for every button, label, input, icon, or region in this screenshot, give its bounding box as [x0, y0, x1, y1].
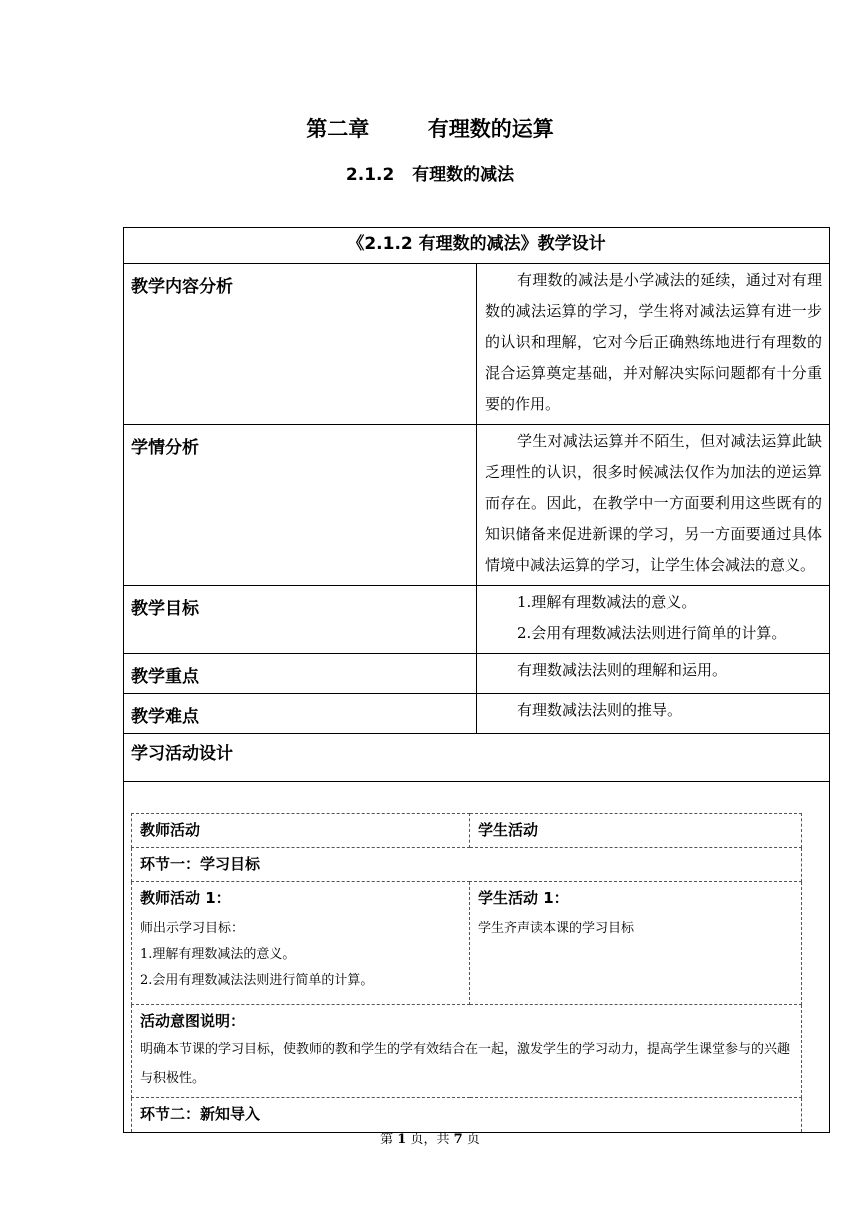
- teacher-activity-cell: [132, 882, 470, 1005]
- difficulty-label: 教学难点: [124, 694, 477, 734]
- content-analysis-label: 教学内容分析: [124, 264, 477, 425]
- student-activity-line: 学生齐声读本课的学习目标: [478, 921, 635, 936]
- section-title: 2.1.2 有理数的减法: [345, 165, 515, 185]
- student-analysis-paragraph: 学生对减法运算并不陌生，但对减法运算此缺乏理性的认识，很多时候减法仅作为加法的逆运算而存在。因此，在教学中一方面要利用这些既有的知识储备来促进新课的学习，另一方面要通过具体情境中减法运算的学习，让学生体会减法的意义。: [485, 432, 822, 574]
- teaching-goals-label: 教学目标: [124, 586, 477, 654]
- teacher-activity-title: 教师活动 1：: [140, 889, 231, 907]
- footer-suffix: 页: [466, 1132, 480, 1147]
- teacher-activity-column-header: 教师活动: [132, 814, 470, 848]
- page-footer: [0, 1128, 860, 1147]
- design-title: 《2.1.2 有理数的减法》教学设计: [124, 228, 830, 264]
- student-analysis-label: 学情分析: [124, 425, 477, 586]
- footer-prefix: 第: [380, 1132, 394, 1147]
- goal-item: 2.会用有理数减法法则进行简单的计算。: [517, 624, 787, 642]
- content-analysis-text: [477, 264, 830, 425]
- student-activity-column-header: 学生活动: [470, 814, 802, 848]
- teacher-activity-line: 师出示学习目标：: [140, 921, 245, 936]
- student-activity-title: 学生活动 1：: [478, 889, 569, 907]
- student-activity-cell: [470, 882, 802, 1005]
- difficulty-text: 有理数减法法则的推导。: [517, 701, 683, 719]
- activity-table: [131, 813, 802, 1132]
- difficulty-content: [477, 694, 830, 734]
- key-point-label: 教学重点: [124, 654, 477, 694]
- goal-item: 1.理解有理数减法的意义。: [517, 593, 697, 611]
- chapter-title: 第二章 有理数的运算: [306, 117, 554, 141]
- key-point-text: 有理数减法法则的理解和运用。: [517, 661, 728, 679]
- footer-page-number: 1: [397, 1132, 407, 1147]
- activity-intent-text: 明确本节课的学习目标，使教师的教和学生的学有效结合在一起，激发学生的学习动力，提高学生课堂参与的兴趣与积极性。: [140, 1042, 791, 1086]
- activity-intent-cell: [132, 1005, 802, 1098]
- teacher-activity-line: 2.会用有理数减法法则进行简单的计算。: [140, 973, 374, 988]
- activity-section-title: 学习活动设计: [124, 734, 830, 782]
- stage-two-title: 环节二：新知导入: [132, 1098, 802, 1132]
- activity-design-area: [124, 782, 830, 1133]
- stage-one-title: 环节一：学习目标: [132, 848, 802, 882]
- lesson-design-table: [123, 227, 830, 1133]
- footer-middle: 页，共: [410, 1132, 450, 1147]
- content-analysis-paragraph: 有理数的减法是小学减法的延续，通过对有理数的减法运算的学习，学生将对减法运算有进一步的认识和理解，它对今后正确熟练地进行有理数的混合运算奠定基础，并对解决实际问题都有十分重要的作用。: [485, 271, 822, 413]
- student-analysis-text: [477, 425, 830, 586]
- activity-intent-title: 活动意图说明：: [140, 1012, 246, 1030]
- teacher-activity-line: 1.理解有理数减法的意义。: [140, 947, 296, 962]
- key-point-content: [477, 654, 830, 694]
- footer-total-pages: 7: [453, 1132, 463, 1147]
- teaching-goals-content: [477, 586, 830, 654]
